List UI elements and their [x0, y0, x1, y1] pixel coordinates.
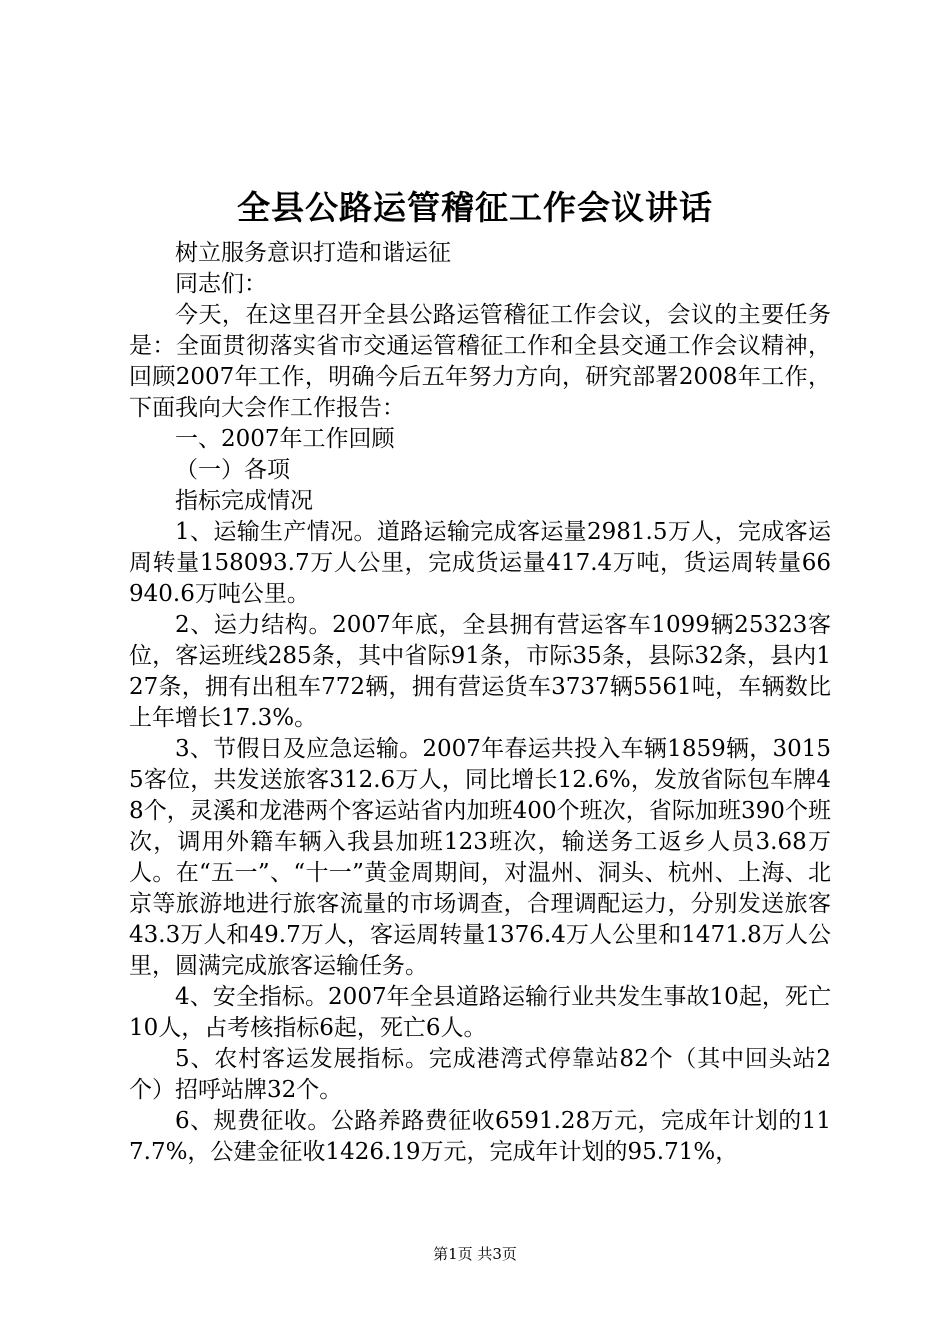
subtitle-paragraph: 树立服务意识打造和谐运征 [175, 240, 451, 266]
subsection-heading: （一）各项 [175, 457, 290, 483]
intro-paragraph: 今天，在这里召开全县公路运管稽征工作会议，会议的主要任务是：全面贯彻落实省市交通运管稽征工作和全县交通工作会议精神，回顾2007年工作，明确今后五年努力方向，研究部署2008年工作，下面我向大会作工作报告： [129, 302, 831, 421]
salutation-paragraph: 同志们： [175, 271, 267, 297]
item-transport-production: 1、运输生产情况。道路运输完成客运量2981.5万人，完成客运周转量158093.7万人公里，完成货运量417.4万吨，货运周转量66940.6万吨公里。 [129, 519, 831, 607]
item-fee-collection: 6、规费征收。公路养路费征收6591.28万元，完成年计划的117.7%，公建金征收1426.19万元，完成年计划的95.71%， [129, 1108, 831, 1165]
section-heading: 一、2007年工作回顾 [175, 426, 395, 452]
item-holiday-emergency: 3、节假日及应急运输。2007年春运共投入车辆1859辆，30155客位，共发送旅客312.6万人，同比增长12.6%，发放省际包车牌48个，灵溪和龙港两个客运站省内加班400个班次，省际加班390个班次，调用外籍车辆入我县加班123班次，输送务工返乡人员3.68万人。在“五一”、“十一”黄金周期间，对温州、洞头、杭州、上海、北京等旅游地进行旅客流量的市场调查，合理调配运力，分别发送旅客43.3万人和49.7万人，客运周转量1376.4万人公里和1471.8万人公里，圆满完成旅客运输任务。 [129, 736, 831, 979]
item-capacity-structure: 2、运力结构。2007年底，全县拥有营运客车1099辆25323客位，客运班线285条，其中省际91条，市际35条，县际32条，县内127条，拥有出租车772辆，拥有营运货车3737辆5561吨，车辆数比上年增长17.3%。 [129, 612, 831, 731]
subsection-heading-continued: 指标完成情况 [175, 488, 313, 514]
document-body [129, 238, 831, 1168]
page-footer: 第1页 共3页 [433, 1245, 517, 1263]
item-safety: 4、安全指标。2007年全县道路运输行业共发生事故10起，死亡10人，占考核指标6起，死亡6人。 [129, 984, 831, 1041]
document-title: 全县公路运管稽征工作会议讲话 [237, 188, 713, 227]
item-rural-passenger: 5、农村客运发展指标。完成港湾式停靠站82个（其中回头站2个）招呼站牌32个。 [129, 1046, 831, 1103]
